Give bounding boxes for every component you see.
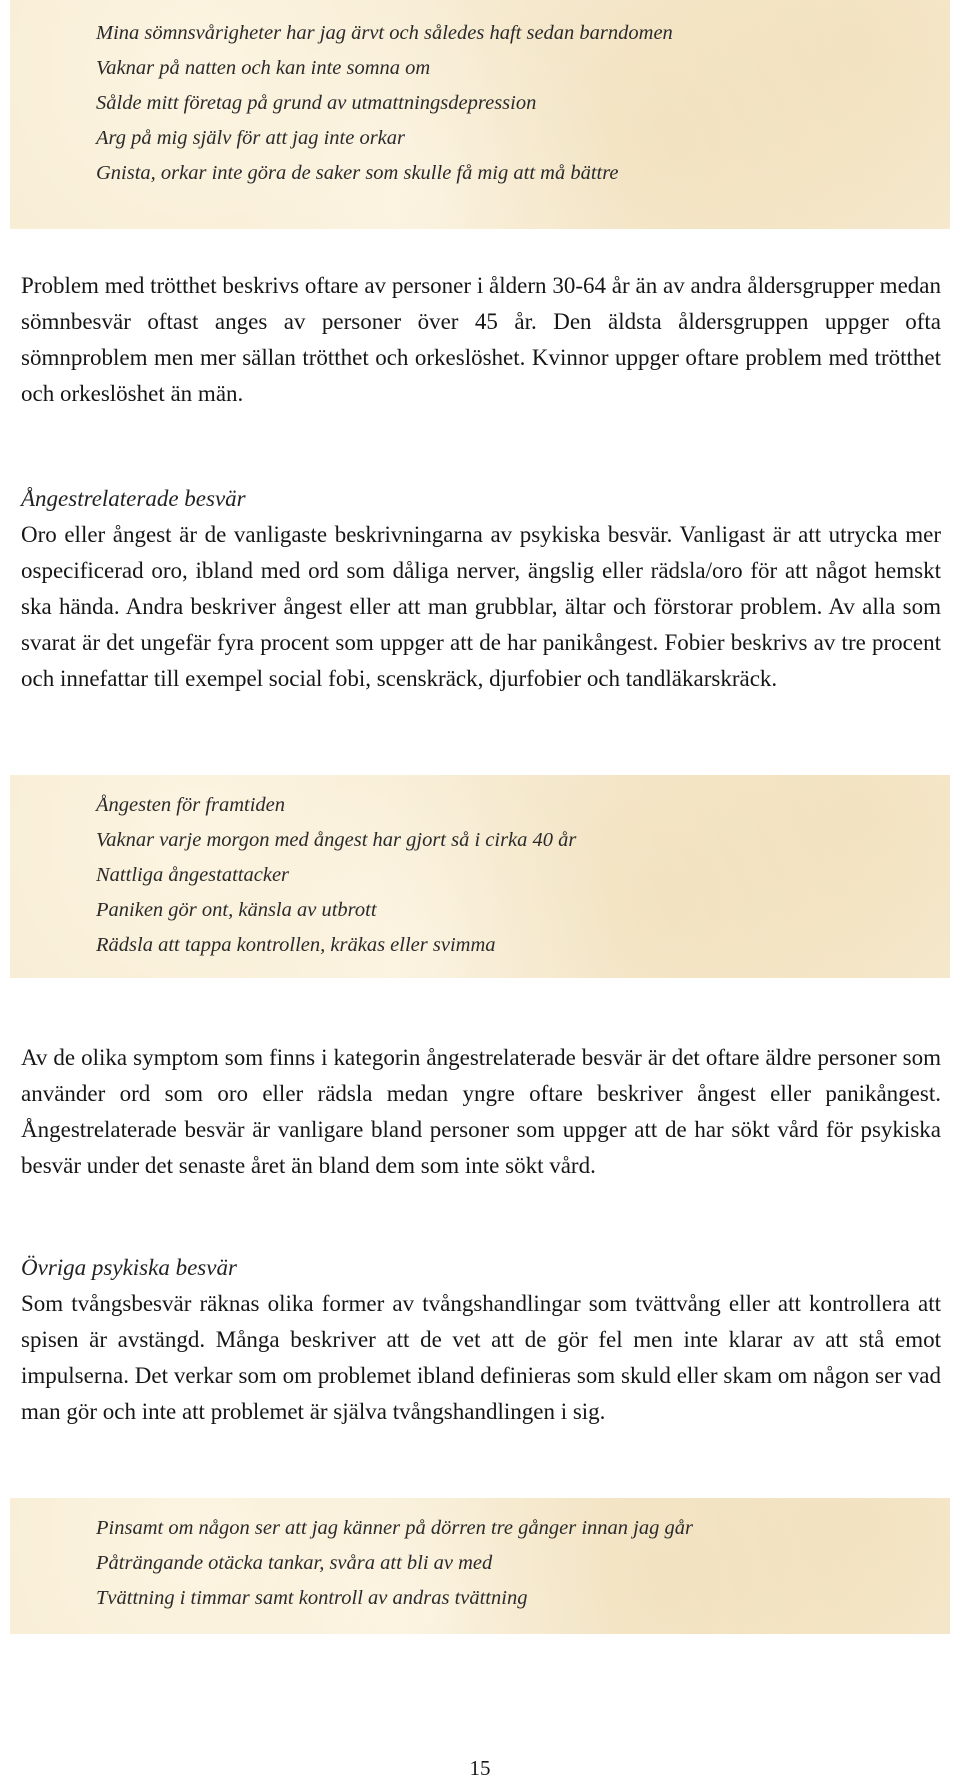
anxiety-section [21, 481, 941, 697]
page-number: 15 [469, 1756, 491, 1780]
anxiety-groups-paragraph: Av de olika symptom som finns i kategorin ångestrelaterade besvär är det oftare äldre personer som använder ord som oro eller rädsla medan yngre oftare beskriver ångest eller panikångest. Ångestrelaterade besvär är vanligare bland personer som uppger att de har sökt vård för psykiska besvär under det senaste året än bland dem som inte sökt vård. [21, 1045, 941, 1178]
quote-box-sleep [10, 0, 950, 229]
anxiety-heading: Ångestrelaterade besvär [21, 486, 246, 511]
quote-line: Rädsla att tappa kontrollen, kräkas eller svimma [96, 934, 496, 956]
quote-line: Paniken gör ont, känsla av utbrott [96, 899, 377, 921]
quote-line: Tvättning i timmar samt kontroll av andras tvättning [96, 1587, 528, 1609]
other-paragraph: Som tvångsbesvär räknas olika former av tvångshandlingar som tvättvång eller att kontrollera att spisen är avstängd. Många beskriver att de vet att de gör fel men inte klarar av att stå emot impulserna. Det verkar som om problemet ibland definieras som skuld eller skam om någon ser vad man gör och inte att problemet är själva tvångshandlingen i sig. [21, 1291, 941, 1424]
quote-line: Arg på mig själv för att jag inte orkar [96, 127, 406, 149]
quote-line: Påträngande otäcka tankar, svåra att bli av med [96, 1552, 493, 1574]
fatigue-paragraph-section [21, 268, 941, 412]
quote-line: Mina sömnsvårigheter har jag ärvt och således haft sedan barndomen [96, 22, 673, 44]
anxiety-groups-paragraph-section [21, 1040, 941, 1184]
quote-line: Gnista, orkar inte göra de saker som skulle få mig att må bättre [96, 162, 619, 184]
quote-line: Sålde mitt företag på grund av utmattningsdepression [96, 92, 537, 114]
other-heading: Övriga psykiska besvär [21, 1255, 237, 1280]
other-section [21, 1250, 941, 1430]
anxiety-paragraph: Oro eller ångest är de vanligaste beskrivningarna av psykiska besvär. Vanligast är att utrycka mer ospecificerad oro, ibland med ord som dåliga nerver, ängslig eller rädsla/oro för att något hemskt ska hända. Andra beskriver ångest eller att man grubblar, ältar och förstorar problem. Av alla som svarat är det ungefär fyra procent som uppger att de har panikångest. Fobier beskrivs av tre procent och innefattar till exempel social fobi, scenskräck, djurfobier och tandläkarskräck. [21, 522, 941, 691]
quote-line: Ångesten för framtiden [96, 794, 286, 816]
quote-box-compulsion [10, 1498, 950, 1634]
quote-line: Pinsamt om någon ser att jag känner på dörren tre gånger innan jag går [96, 1517, 693, 1539]
quote-box-anxiety [10, 775, 950, 978]
quote-line: Vaknar varje morgon med ångest har gjort så i cirka 40 år [96, 829, 577, 851]
quote-line: Nattliga ångestattacker [96, 864, 290, 886]
quote-line: Vaknar på natten och kan inte somna om [96, 57, 431, 79]
fatigue-paragraph: Problem med trötthet beskrivs oftare av personer i åldern 30-64 år än av andra åldersgrupper medan sömnbesvär oftast anges av personer över 45 år. Den äldsta åldersgruppen uppger ofta sömnproblem men mer sällan trötthet och orkeslöshet. Kvinnor uppger oftare problem med trötthet och orkeslöshet än män. [21, 273, 941, 406]
